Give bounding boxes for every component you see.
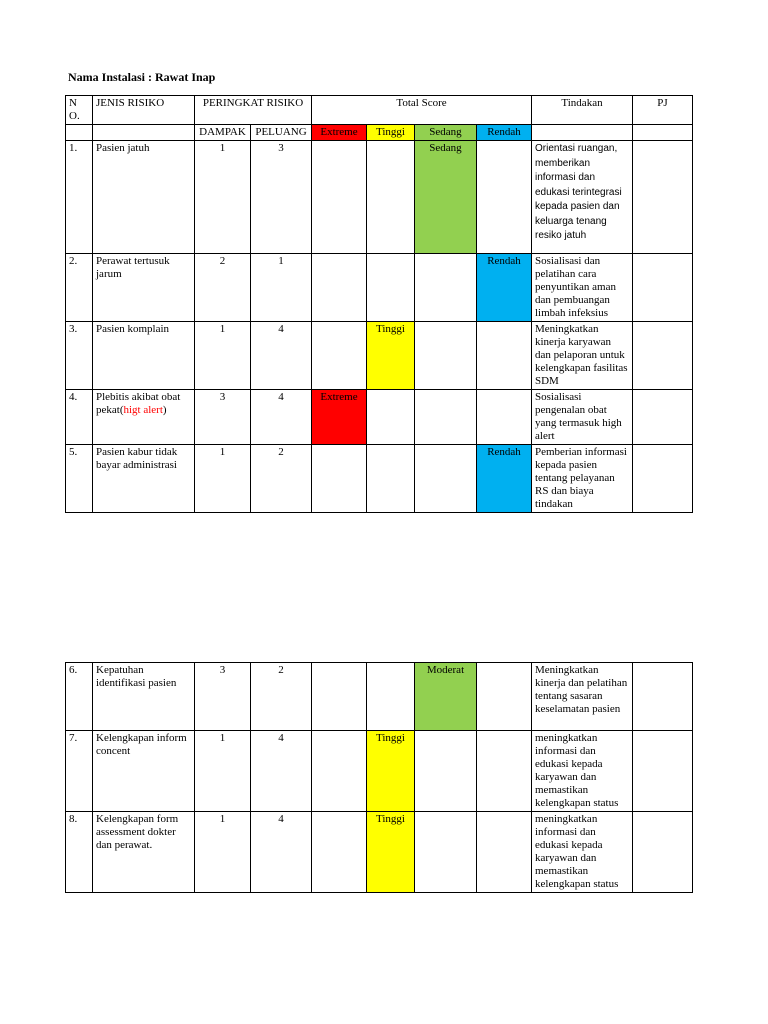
row-tindakan: Meningkatkan kinerja dan pelatihan tentang sasaran keselamatan pasien (532, 663, 633, 731)
row-jenis-text: Plebitis akibat obat pekat( (96, 391, 181, 416)
header-sedang: Sedang (415, 125, 477, 141)
row-dampak: 1 (195, 812, 251, 893)
row-level-tinggi: Tinggi (367, 731, 415, 812)
table-row (66, 812, 693, 893)
row-tindakan: Sosialisasi pengenalan obat yang termasuk high alert (532, 390, 633, 445)
row-tindakan: meningkatkan informasi dan edukasi kepada karyawan dan memastikan kelengkapan status (532, 731, 633, 812)
row-dampak: 3 (195, 390, 251, 445)
row-peluang: 4 (251, 731, 312, 812)
row-jenis-risiko: Kelengkapan form assessment dokter dan perawat. (93, 812, 195, 893)
row-level-extreme: Extreme (312, 390, 367, 445)
row-peluang: 4 (251, 812, 312, 893)
header-peringkat-risiko: PERINGKAT RISIKO (195, 96, 312, 125)
page-title: Nama Instalasi : Rawat Inap (68, 70, 216, 84)
row-level-tinggi: Tinggi (367, 322, 415, 390)
row-dampak: 1 (195, 445, 251, 513)
header-no: N O. (66, 96, 93, 125)
row-no: 8. (66, 812, 93, 893)
row-no: 5. (66, 445, 93, 513)
row-peluang: 3 (251, 141, 312, 254)
row-tindakan: Pemberian informasi kepada pasien tentang pelayanan RS dan biaya tindakan (532, 445, 633, 513)
header-rendah: Rendah (477, 125, 532, 141)
header-peluang: PELUANG (251, 125, 312, 141)
row-tindakan: Meningkatkan kinerja karyawan dan pelaporan untuk kelengkapan fasilitas SDM (532, 322, 633, 390)
row-tindakan: Orientasi ruangan, memberikan informasi dan edukasi terintegrasi kepada pasien dan keluarga tenang resiko jatuh (532, 141, 633, 254)
header-dampak: DAMPAK (195, 125, 251, 141)
row-peluang: 1 (251, 254, 312, 322)
row-dampak: 1 (195, 731, 251, 812)
header-tindakan: Tindakan (532, 96, 633, 125)
table-row (66, 390, 693, 445)
row-peluang: 4 (251, 322, 312, 390)
risk-table-2 (65, 662, 693, 893)
table-row (66, 141, 693, 254)
row-jenis-risiko: Kepatuhan identifikasi pasien (93, 663, 195, 731)
row-no: 7. (66, 731, 93, 812)
row-peluang: 2 (251, 445, 312, 513)
row-no: 3. (66, 322, 93, 390)
risk-table-1 (65, 95, 693, 513)
row-jenis-text-end: ) (162, 404, 167, 416)
row-level-tinggi: Tinggi (367, 812, 415, 893)
table-row (66, 322, 693, 390)
row-level-rendah: Rendah (477, 254, 532, 322)
row-dampak: 1 (195, 141, 251, 254)
header-jenis-risiko: JENIS RISIKO (93, 96, 195, 125)
row-dampak: 1 (195, 322, 251, 390)
header-pj: PJ (633, 96, 693, 125)
row-dampak: 2 (195, 254, 251, 322)
row-no: 4. (66, 390, 93, 445)
row-tindakan: meningkatkan informasi dan edukasi kepada karyawan dan memastikan kelengkapan status (532, 812, 633, 893)
row-no: 2. (66, 254, 93, 322)
row-no: 1. (66, 141, 93, 254)
row-jenis-risiko (93, 390, 195, 445)
row-dampak: 3 (195, 663, 251, 731)
row-level-sedang: Sedang (415, 141, 477, 254)
table-row (66, 445, 693, 513)
row-level-rendah: Rendah (477, 445, 532, 513)
row-jenis-risiko: Perawat tertusuk jarum (93, 254, 195, 322)
row-no: 6. (66, 663, 93, 731)
row-jenis-risiko: Pasien jatuh (93, 141, 195, 254)
table-row (66, 731, 693, 812)
row-level-moderat: Moderat (415, 663, 477, 731)
row-jenis-highlight: higt alert (123, 404, 163, 416)
table-row (66, 663, 693, 731)
header-extreme: Extreme (312, 125, 367, 141)
row-peluang: 4 (251, 390, 312, 445)
row-jenis-risiko: Pasien kabur tidak bayar administrasi (93, 445, 195, 513)
row-jenis-risiko: Kelengkapan inform concent (93, 731, 195, 812)
row-tindakan: Sosialisasi dan pelatihan cara penyuntikan aman dan pembuangan limbah infeksius (532, 254, 633, 322)
table-row (66, 254, 693, 322)
header-total-score: Total Score (312, 96, 532, 125)
row-peluang: 2 (251, 663, 312, 731)
row-jenis-risiko: Pasien komplain (93, 322, 195, 390)
header-tinggi: Tinggi (367, 125, 415, 141)
